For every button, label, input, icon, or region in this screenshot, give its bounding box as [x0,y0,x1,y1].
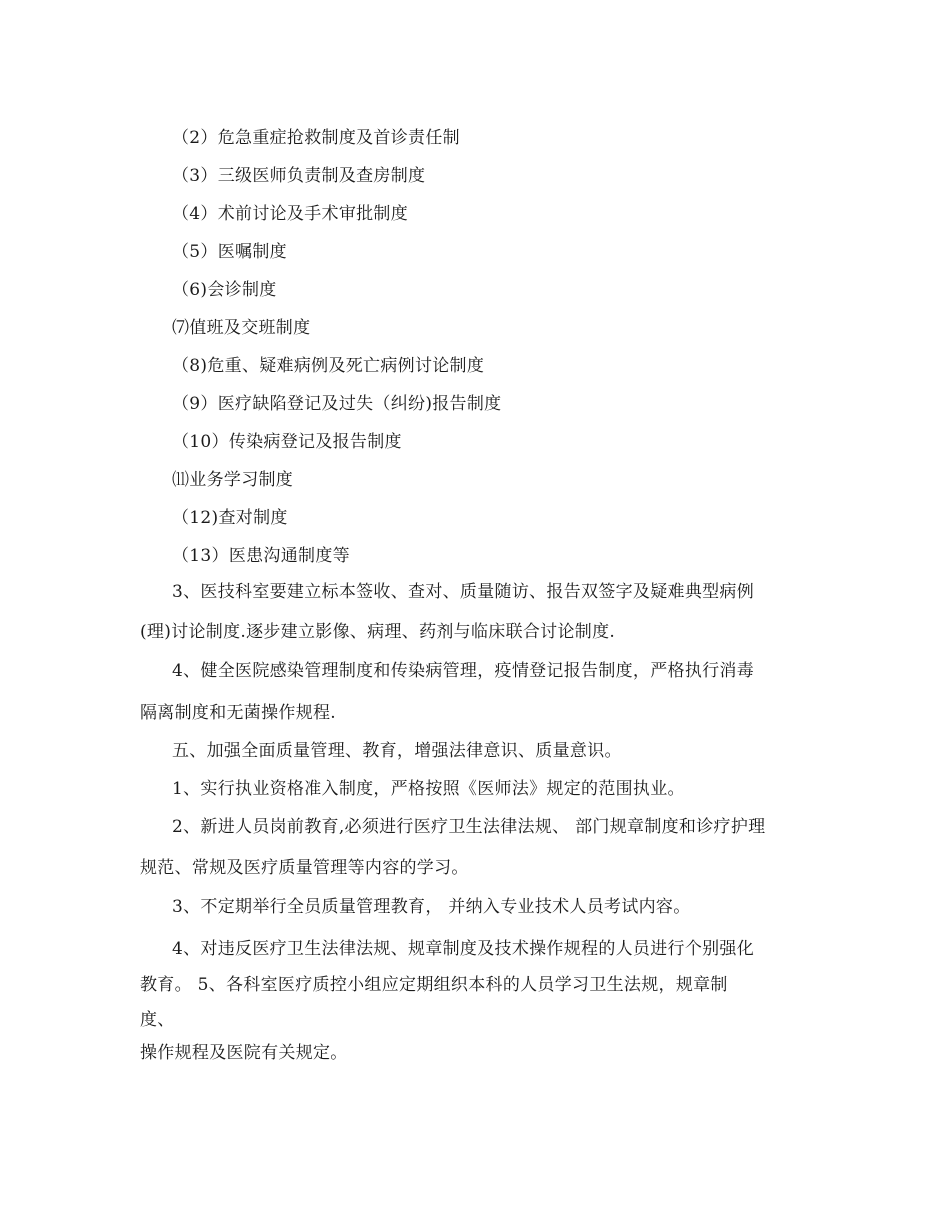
section-5-item-4-line-3: 度、 [140,1010,175,1030]
section-5-item-2-line-1: 2、新进人员岗前教育,必须进行医疗卫生法律法规、 部门规章制度和诊疗护理 [172,817,766,837]
section-5-heading: 五、加强全面质量管理、教育，增强法律意识、质量意识。 [172,741,622,761]
section-5-item-4-line-2: 教育。 5、各科室医疗质控小组应定期组织本科的人员学习卫生法规，规章制 [140,975,728,995]
paragraph-3-line-2: (理)讨论制度.逐步建立影像、病理、药剂与临床联合讨论制度. [140,622,616,642]
paragraph-4-line-1: 4、健全医院感染管理制度和传染病管理，疫情登记报告制度，严格执行消毒 [172,661,755,681]
list-item: （8)危重、疑难病例及死亡病例讨论制度 [172,356,485,376]
section-5-item-3: 3、不定期举行全员质量管理教育， 并纳入专业技术人员考试内容。 [172,897,691,917]
paragraph-4-line-2: 隔离制度和无菌操作规程. [140,703,337,723]
list-item: （12)查对制度 [172,508,288,528]
list-item: ⑾业务学习制度 [172,470,294,490]
list-item: （3）三级医师负责制及查房制度 [172,166,426,186]
list-item: （10）传染病登记及报告制度 [172,432,402,452]
section-5-item-4-line-4: 操作规程及医院有关规定。 [140,1043,348,1063]
list-item: （4）术前讨论及手术审批制度 [172,204,409,224]
paragraph-3-line-1: 3、医技科室要建立标本签收、查对、质量随访、报告双签字及疑难典型病例 [172,582,755,602]
list-item: （6)会诊制度 [172,280,277,300]
list-item: （2）危急重症抢救制度及首诊责任制 [172,128,460,148]
list-item: （5）医嘱制度 [172,242,287,262]
section-5-item-1: 1、实行执业资格准入制度，严格按照《医师法》规定的范围执业。 [172,779,685,799]
section-5-item-4-line-1: 4、对违反医疗卫生法律法规、规章制度及技术操作规程的人员进行个别强化 [172,939,755,959]
section-5-item-2-line-2: 规范、常规及医疗质量管理等内容的学习。 [140,858,469,878]
list-item: （13）医患沟通制度等 [172,546,350,566]
list-item: （9）医疗缺陷登记及过失（纠纷)报告制度 [172,394,502,414]
list-item: ⑺值班及交班制度 [172,318,311,338]
